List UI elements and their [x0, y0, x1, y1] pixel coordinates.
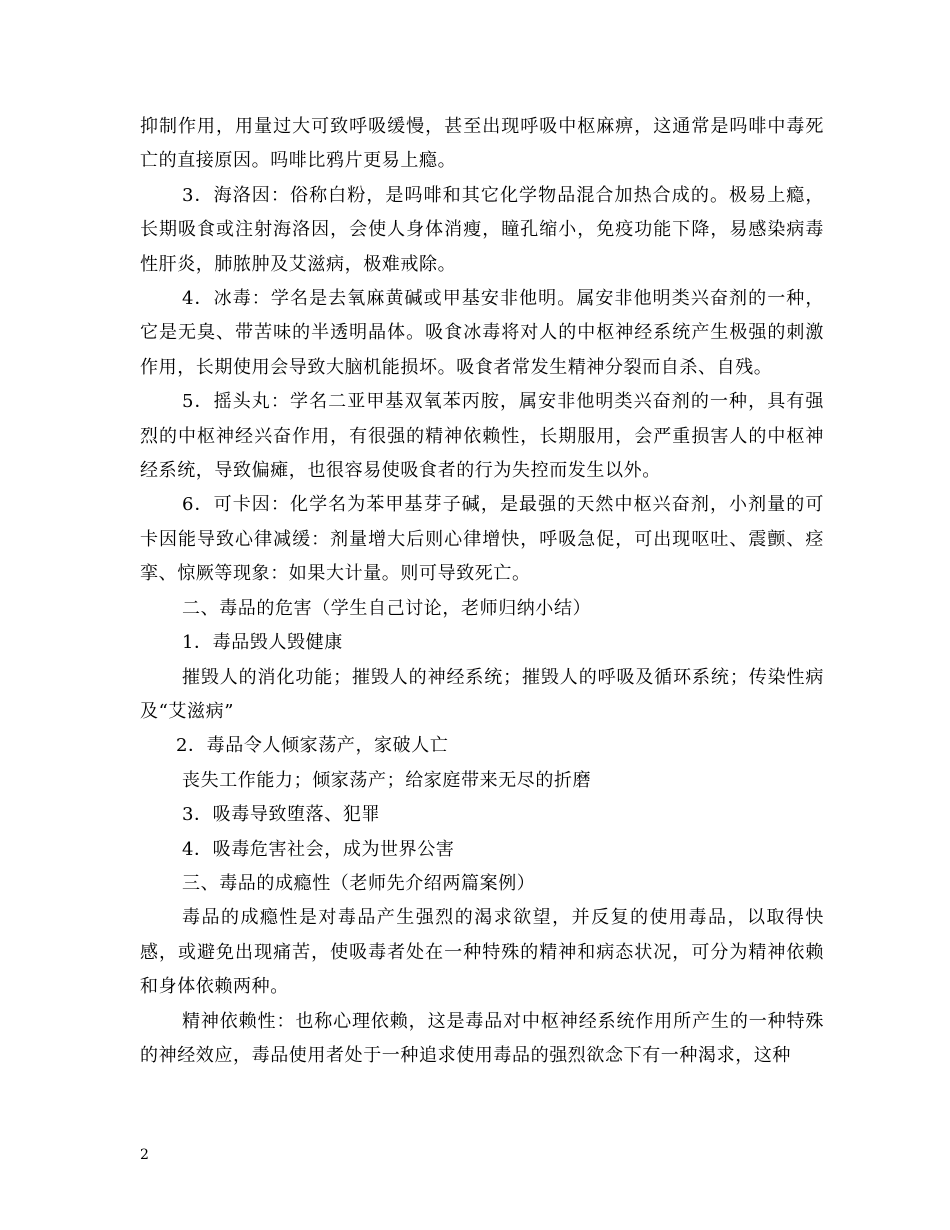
paragraph-heroin: 3．海洛因：俗称白粉，是吗啡和其它化学物品混合加热合成的。极易上瘾，长期吸食或注射海洛因，会使人身体消瘦，瞳孔缩小，免疫功能下降，易感染病毒性肝炎，肺脓肿及艾滋病，极难戒除。 — [140, 184, 824, 275]
paragraph-ecstasy: 5．摇头丸：学名二亚甲基双氧苯丙胺，属安非他明类兴奋剂的一种，具有强烈的中枢神经兴奋作用，有很强的精神依赖性，长期服用，会严重损害人的中枢神经系统，导致偏瘫，也很容易使吸食者的行为失控而发生以外。 — [140, 391, 824, 482]
paragraph-cocaine: 6．可卡因：化学名为苯甲基芽子碱，是最强的天然中枢兴奋剂，小剂量的可卡因能导致心律减缓：剂量增大后则心律增快，呼吸急促，可出现呕吐、震颤、痉挛、惊厥等现象：如果大计量。则可导致死亡。 — [140, 494, 824, 585]
section-heading-addiction: 三、毒品的成瘾性（老师先介绍两篇案例） — [182, 872, 536, 894]
document-body — [140, 110, 824, 1073]
paragraph-family-detail: 丧失工作能力；倾家荡产；给家庭带来无尽的折磨 — [182, 769, 592, 791]
page-number: 2 — [140, 1147, 149, 1163]
paragraph-morphine-continued: 抑制作用，用量过大可致呼吸缓慢，甚至出现呼吸中枢麻痹，这通常是吗啡中毒死亡的直接原因。吗啡比鸦片更易上瘾。 — [140, 116, 824, 172]
list-item-family: 2．毒品令人倾家荡产，家破人亡 — [176, 735, 449, 757]
paragraph-addiction: 毒品的成瘾性是对毒品产生强烈的渴求欲望，并反复的使用毒品，以取得快感，或避免出现痛苦，使吸毒者处在一种特殊的精神和病态状况，可分为精神依赖和身体依赖两种。 — [140, 907, 824, 998]
paragraph-health-detail: 摧毁人的消化功能；摧毁人的神经系统；摧毁人的呼吸及循环系统；传染性病及“艾滋病” — [140, 666, 824, 722]
section-heading-harm: 二、毒品的危害（学生自己讨论，老师归纳小结） — [182, 597, 592, 619]
list-item-crime: 3．吸毒导致堕落、犯罪 — [182, 804, 381, 826]
paragraph-psychological-dependence: 精神依赖性：也称心理依赖，这是毒品对中枢神经系统作用所产生的一种特殊的神经效应，毒品使用者处于一种追求使用毒品的强烈欲念下有一种渴求，这种 — [140, 1010, 824, 1066]
paragraph-ice: 4．冰毒：学名是去氧麻黄碱或甲基安非他明。属安非他明类兴奋剂的一种，它是无臭、带苦味的半透明晶体。吸食冰毒将对人的中枢神经系统产生极强的刺激作用，长期使用会导致大脑机能损坏。吸食者常发生精神分裂而自杀、自残。 — [140, 288, 824, 378]
list-item-society: 4．吸毒危害社会，成为世界公害 — [182, 838, 455, 860]
list-item-health: 1．毒品毁人毁健康 — [182, 632, 343, 654]
